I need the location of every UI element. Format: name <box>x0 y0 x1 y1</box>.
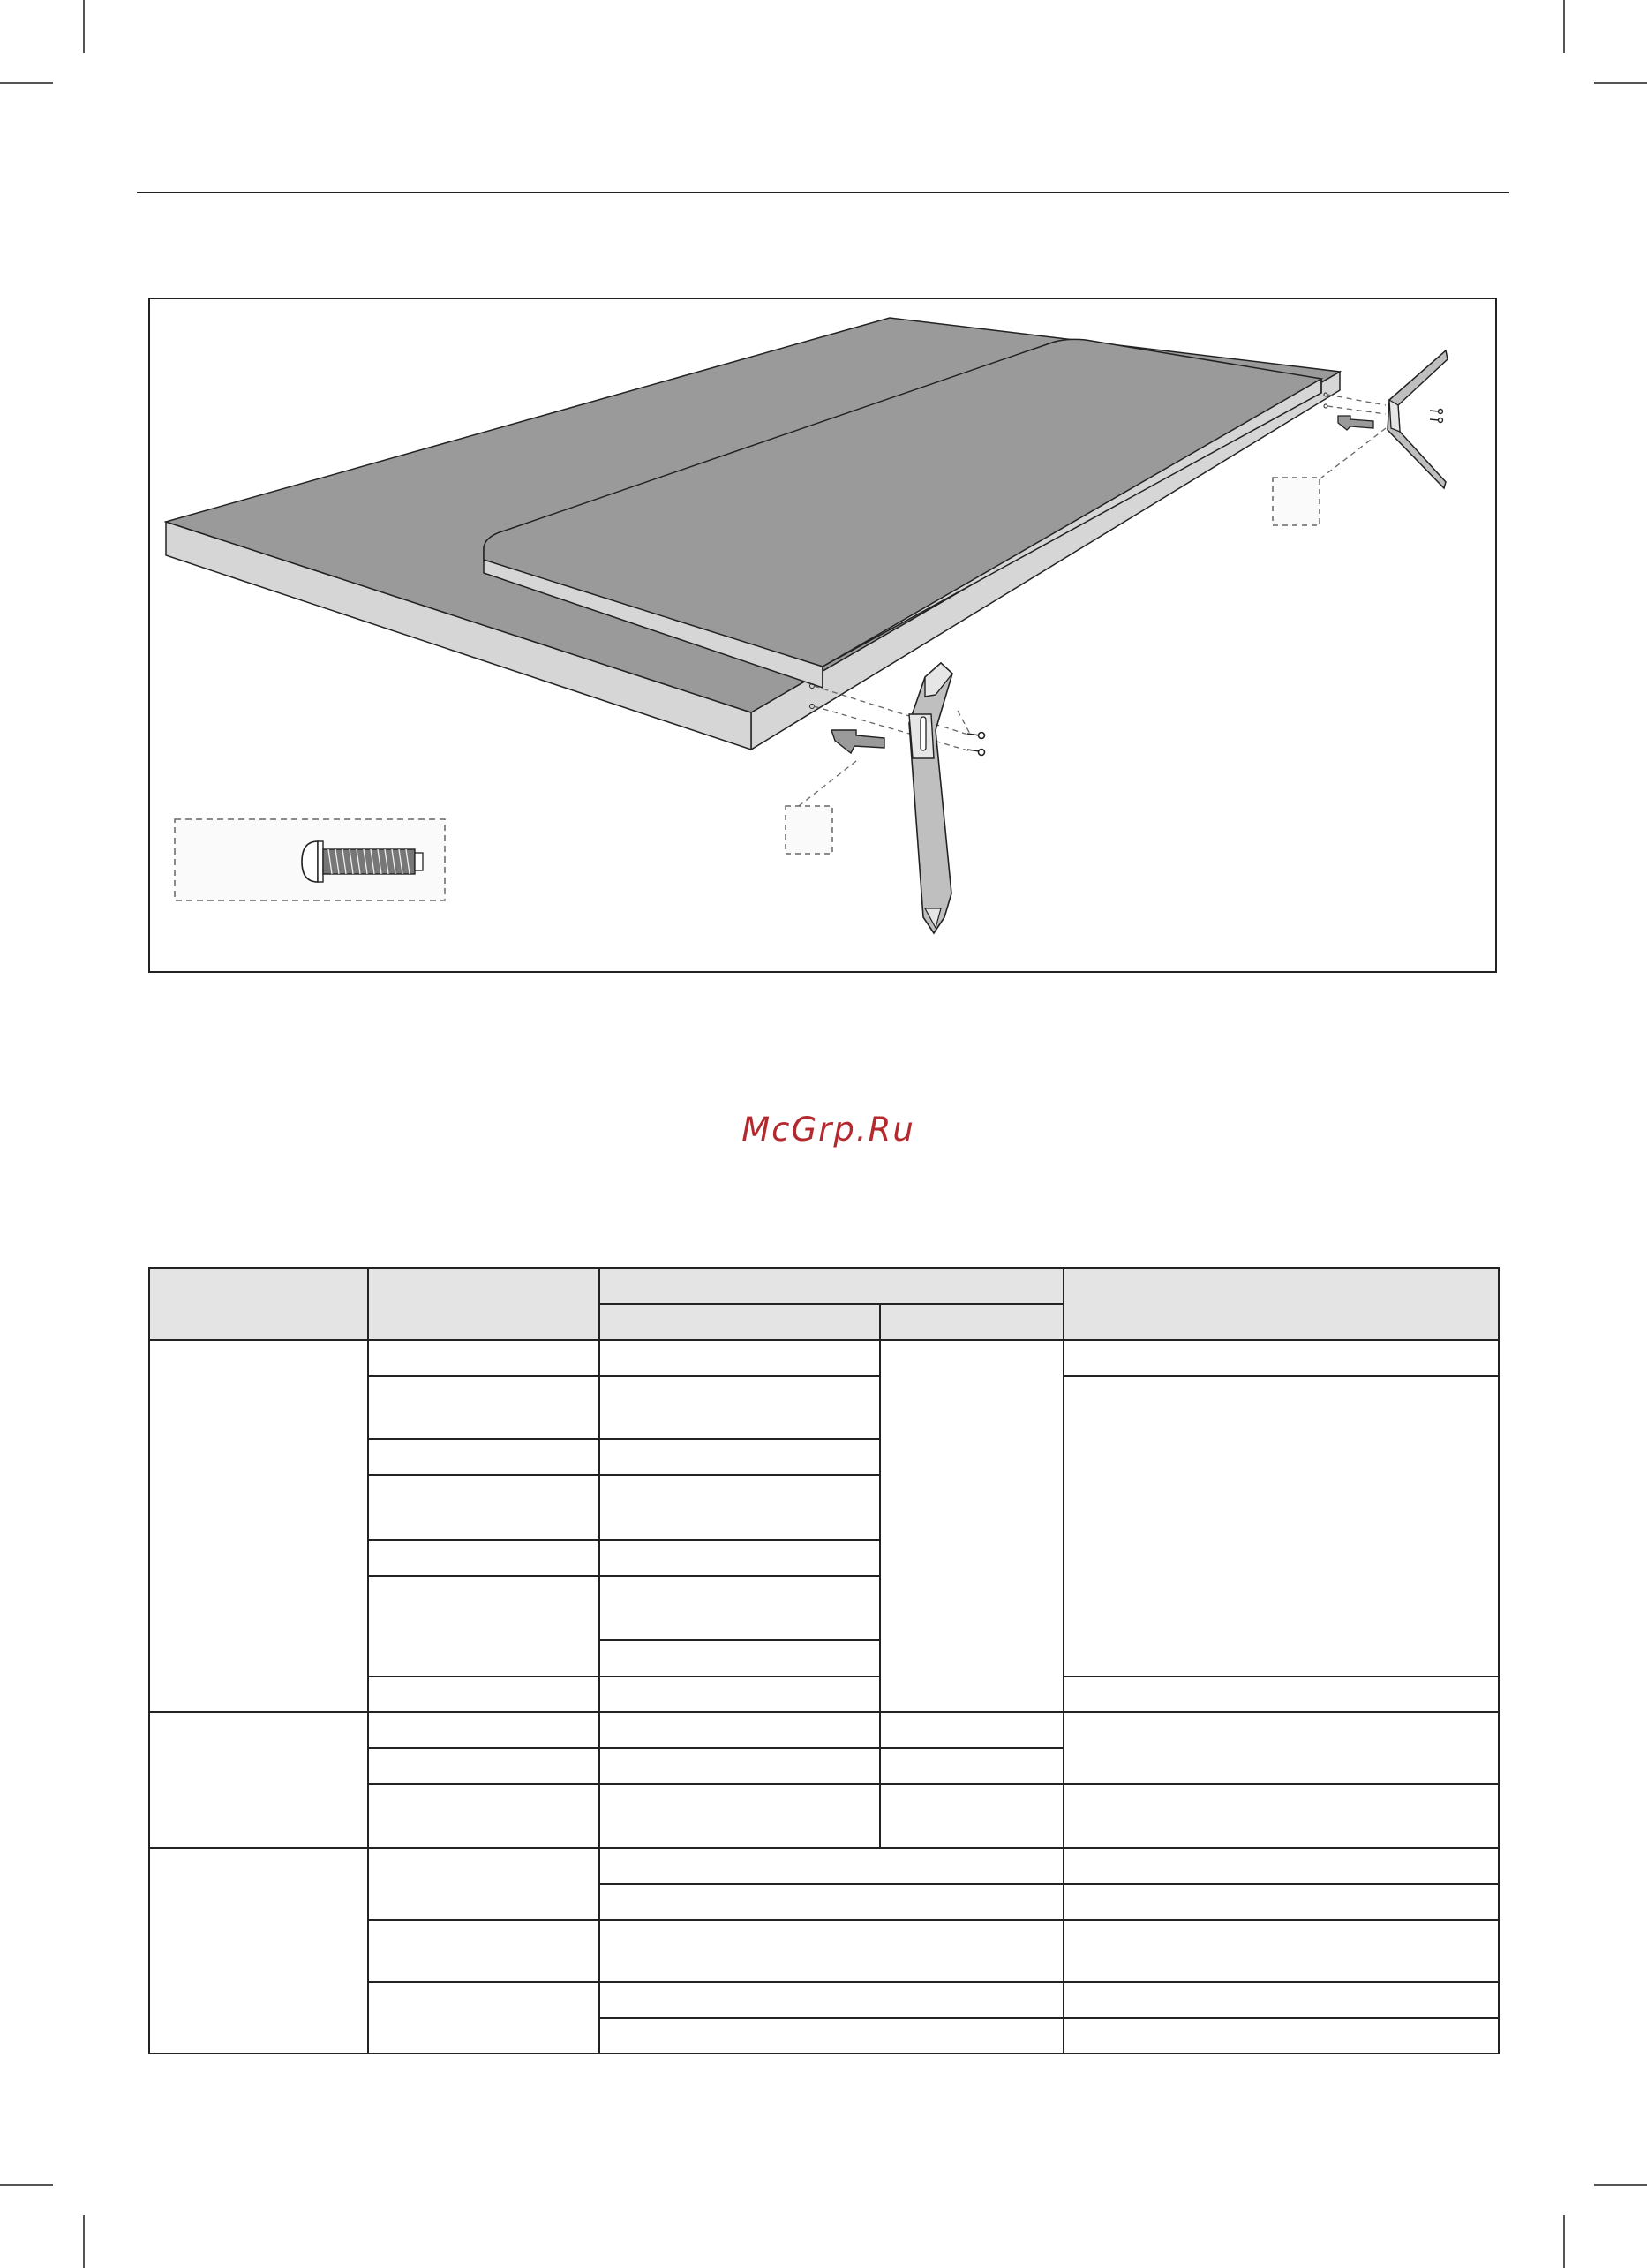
table-cell <box>1064 1848 1499 1884</box>
table-cell <box>599 1640 880 1677</box>
screw-icon <box>1430 410 1443 423</box>
table-cell <box>149 1340 368 1712</box>
callout-box-left <box>786 806 832 854</box>
table-cell <box>599 1376 880 1439</box>
left-bracket-icon <box>831 730 884 753</box>
callout-box-right <box>1273 478 1320 525</box>
table-cell <box>1064 1376 1499 1677</box>
table-cell <box>149 1848 368 2053</box>
table-cell <box>1064 1677 1499 1712</box>
table-row <box>149 1340 1499 1376</box>
left-stand-leg-icon <box>909 663 952 933</box>
table-cell <box>1064 1340 1499 1376</box>
table-cell <box>599 1340 880 1376</box>
screw-icon <box>967 733 985 756</box>
crop-mark <box>0 2184 53 2186</box>
table-cell <box>368 1439 599 1475</box>
table-cell <box>599 1439 880 1475</box>
table-cell <box>1064 1712 1499 1784</box>
table-cell <box>599 1982 1064 2018</box>
crop-mark <box>83 0 85 53</box>
table-cell <box>368 1920 599 1982</box>
table-cell <box>880 1712 1064 1748</box>
table-cell <box>599 1848 1064 1884</box>
right-bracket-icon <box>1338 416 1373 430</box>
table-cell <box>599 1784 880 1848</box>
table-cell <box>880 1784 1064 1848</box>
table-cell <box>599 1712 880 1748</box>
table-cell <box>599 1475 880 1540</box>
tv-panel-icon <box>166 318 1340 750</box>
table-cell <box>599 1884 1064 1920</box>
table-cell <box>599 1576 880 1640</box>
table-cell <box>368 1982 599 2053</box>
table-cell <box>368 1475 599 1540</box>
table-cell <box>368 1376 599 1439</box>
crop-mark <box>1563 2215 1565 2268</box>
table-cell <box>1064 1784 1499 1848</box>
crop-mark <box>1563 0 1565 53</box>
table-cell <box>1064 1982 1499 2018</box>
table-cell <box>1064 1884 1499 1920</box>
screw-callout-box <box>175 819 445 900</box>
table-header-cell <box>368 1268 599 1340</box>
table-header-cell <box>149 1268 368 1340</box>
crop-mark <box>1594 2184 1647 2186</box>
crop-mark <box>83 2215 85 2268</box>
table-cell <box>599 1748 880 1784</box>
table-cell <box>368 1340 599 1376</box>
table-header-cell <box>880 1304 1064 1340</box>
table-cell <box>368 1848 599 1920</box>
table-cell <box>368 1677 599 1712</box>
crop-mark <box>0 82 53 84</box>
table-cell <box>599 1540 880 1576</box>
table-cell <box>1064 1920 1499 1982</box>
watermark: McGrp.Ru <box>741 1111 915 1149</box>
table-cell <box>1064 2018 1499 2053</box>
table-header-cell <box>599 1304 880 1340</box>
table-cell <box>599 2018 1064 2053</box>
table-cell <box>368 1748 599 1784</box>
spec-table <box>148 1267 1500 2054</box>
table-row <box>149 1712 1499 1748</box>
header-rule <box>137 192 1509 193</box>
table-cell <box>368 1540 599 1576</box>
table-cell <box>880 1748 1064 1784</box>
table-cell <box>368 1784 599 1848</box>
assembly-figure <box>148 298 1497 973</box>
table-row <box>149 1848 1499 1884</box>
crop-mark <box>1594 82 1647 84</box>
table-cell <box>368 1712 599 1748</box>
table-header-cell <box>599 1268 1064 1304</box>
table-cell <box>149 1712 368 1848</box>
table-header-cell <box>1064 1268 1499 1340</box>
table-header-row <box>149 1268 1499 1304</box>
tv-stand-assembly-diagram <box>150 299 1499 975</box>
table-cell <box>599 1677 880 1712</box>
table-cell <box>599 1920 1064 1982</box>
table-cell <box>880 1340 1064 1712</box>
table-cell <box>368 1576 599 1677</box>
